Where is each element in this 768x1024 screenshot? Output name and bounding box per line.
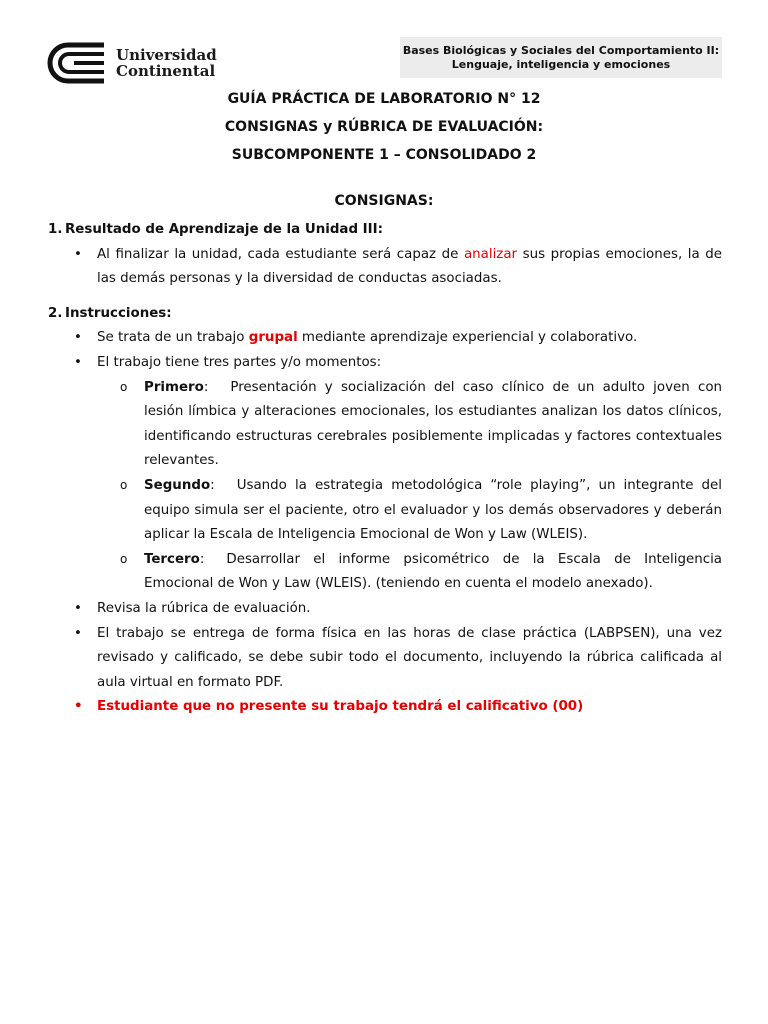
section2-title: Instrucciones:	[65, 305, 172, 321]
course-line1: Bases Biológicas y Sociales del Comportamiento II:	[402, 43, 720, 57]
logo-mark-icon	[46, 42, 106, 84]
sub-label-tercero: Tercero	[144, 551, 200, 567]
sub-item-primero: o Primero: Presentación y socialización del caso clínico de un adulto joven con lesión límbica y alteraciones emocionales, los estudiantes analizan los datos clínicos, identificando estructuras cerebrales posiblemente implicadas y factores contextuales relevantes.	[48, 376, 722, 474]
course-title-box	[400, 37, 722, 78]
highlight-analizar: analizar	[463, 246, 518, 262]
sub-item-tercero: o Tercero: Desarrollar el informe psicométrico de la Escala de Inteligencia Emocional de Won y Law (WLEIS). (teniendo en cuenta el modelo anexado).	[48, 548, 722, 597]
section1-heading	[48, 218, 722, 243]
highlight-grupal: grupal	[248, 330, 298, 346]
section1-title: Resultado de Aprendizaje de la Unidad III:	[65, 222, 383, 237]
logo-text	[116, 47, 217, 79]
document-titles	[0, 85, 768, 169]
section1-number: 1.	[48, 222, 63, 237]
document-body	[48, 218, 722, 720]
bullet-partes: • El trabajo tiene tres partes y/o momentos:	[48, 351, 722, 376]
section1-bullet: • Al finalizar la unidad, cada estudiante será capaz de analizar sus propias emociones, la de las demás personas y la diversidad de conductas asociadas.	[48, 243, 722, 292]
bullet-rubrica: • Revisa la rúbrica de evaluación.	[48, 597, 722, 622]
section2-heading	[48, 302, 722, 327]
section2-number: 2.	[48, 305, 63, 321]
course-line2: Lenguaje, inteligencia y emociones	[451, 57, 671, 71]
sub-label-primero: Primero	[144, 379, 204, 395]
title-line1: GUÍA PRÁCTICA DE LABORATORIO N° 12	[227, 91, 541, 107]
bullet-warning: • Estudiante que no presente su trabajo tendrá el calificativo (00)	[48, 695, 722, 720]
sub-item-segundo: o Segundo: Usando la estrategia metodológica “role playing”, un integrante del equipo simula ser el paciente, otro el evaluador y los demás observadores y deberán aplicar la Escala de Inteligencia Emocional de Won y Law (WLEIS).	[48, 474, 722, 548]
logo-line1: Universidad	[116, 46, 217, 64]
bullet-grupal: • Se trata de un trabajo grupal mediante aprendizaje experiencial y colaborativo.	[48, 326, 722, 351]
title-line2: CONSIGNAS y RÚBRICA DE EVALUACIÓN:	[224, 119, 544, 135]
consignas-heading: CONSIGNAS:	[334, 193, 434, 209]
university-logo	[46, 42, 217, 84]
bullet-entrega: • El trabajo se entrega de forma física en las horas de clase práctica (LABPSEN), una vez revisado y calificado, se debe subir todo el documento, incluyendo la rúbrica calificada al aula virtual en formato PDF.	[48, 622, 722, 696]
title-line3: SUBCOMPONENTE 1 – CONSOLIDADO 2	[231, 147, 537, 163]
logo-line2: Continental	[116, 62, 216, 80]
sub-label-segundo: Segundo	[144, 477, 211, 493]
